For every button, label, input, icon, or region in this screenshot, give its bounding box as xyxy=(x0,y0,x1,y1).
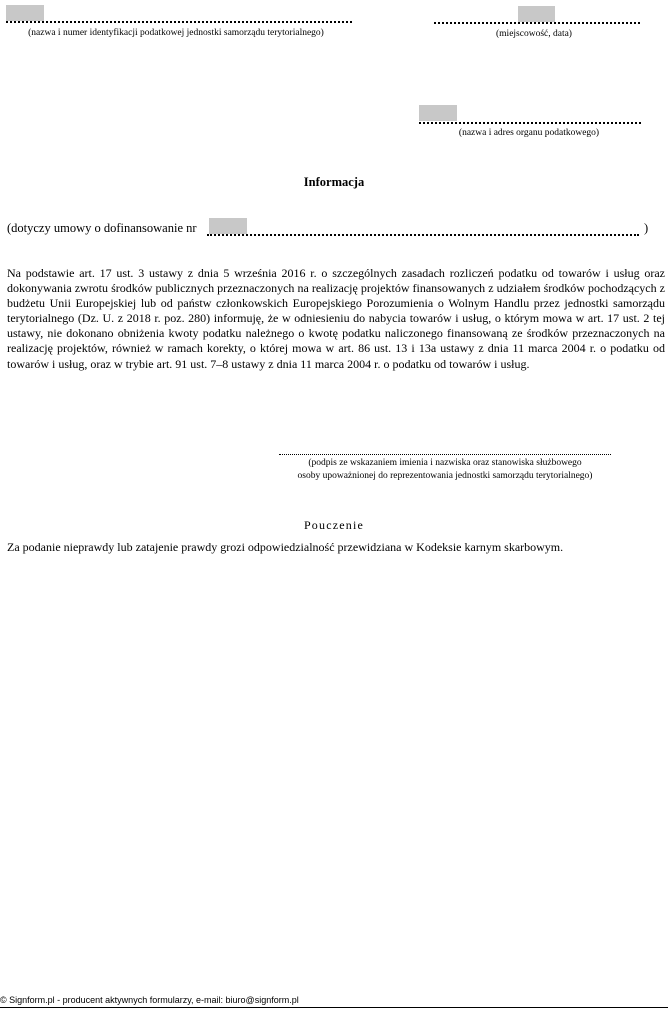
contract-prefix: (dotyczy umowy o dofinansowanie nr xyxy=(7,221,197,235)
footer-divider xyxy=(0,1007,668,1008)
tax-authority-caption: (nazwa i adres organu podatkowego) xyxy=(458,128,600,138)
signature-caption-line2: osoby upoważnionej do reprezentowania jednostki samorządu terytorialnego) xyxy=(297,471,593,481)
contract-suffix: ) xyxy=(644,221,649,235)
entity-name-caption: (nazwa i numer identyfikacji podatkowej jednostki samorządu terytorialnego) xyxy=(28,28,324,38)
tax-authority-line xyxy=(419,122,641,124)
place-date-caption: (miejscowość, data) xyxy=(496,29,572,39)
footer-text: © Signform.pl - producent aktywnych formularzy, e-mail: biuro@signform.pl xyxy=(0,995,299,1005)
signature-line xyxy=(279,454,611,455)
document-title: Informacja xyxy=(303,175,365,189)
signature-caption-line1: (podpis ze wskazaniem imienia i nazwiska oraz stanowiska służbowego xyxy=(308,458,582,468)
contract-number-line xyxy=(207,234,639,236)
entity-name-field[interactable] xyxy=(6,5,44,21)
body-paragraph: Na podstawie art. 17 ust. 3 ustawy z dnia 5 września 2016 r. o szczególnych zasadach rozliczeń podatku od towarów i usług oraz dokonywania zwrotu środków publicznych przeznaczonych na realizację projektów finansowanych z udziałem środków pochodzących z budżetu Unii Europejskiej lub od państw członkowskich Europejskiego Porozumienia o Wolnym Handlu przez jednostki samorządu terytorialnego (Dz. U. z 2018 r. poz. 280) informuję, że w odniesieniu do nabycia towarów i usług, o którym mowa w art. 17 ust. 2 tej ustawy, nie dokonano obniżenia kwoty podatku należnego o kwotę podatku naliczonego finansowaną ze środków przeznaczonych na realizację projektów, również w ramach korekty, o której mowa w art. 86 ust. 13 i 13a ustawy z dnia 11 marca 2004 r. o podatku od towarów i usług, oraz w trybie art. 91 ust. 7–8 ustawy z dnia 11 marca 2004 r. o podatku od towarów i usług. xyxy=(7,266,665,371)
tax-authority-field[interactable] xyxy=(419,105,457,121)
notice-text: Za podanie nieprawdy lub zatajenie prawdy grozi odpowiedzialność przewidziana w Kodeksie karnym skarbowym. xyxy=(7,540,564,554)
place-date-field[interactable] xyxy=(518,6,555,22)
notice-title: Pouczenie xyxy=(303,518,365,532)
place-date-line xyxy=(434,22,640,24)
contract-number-field[interactable] xyxy=(209,218,247,234)
entity-name-line xyxy=(6,21,352,23)
